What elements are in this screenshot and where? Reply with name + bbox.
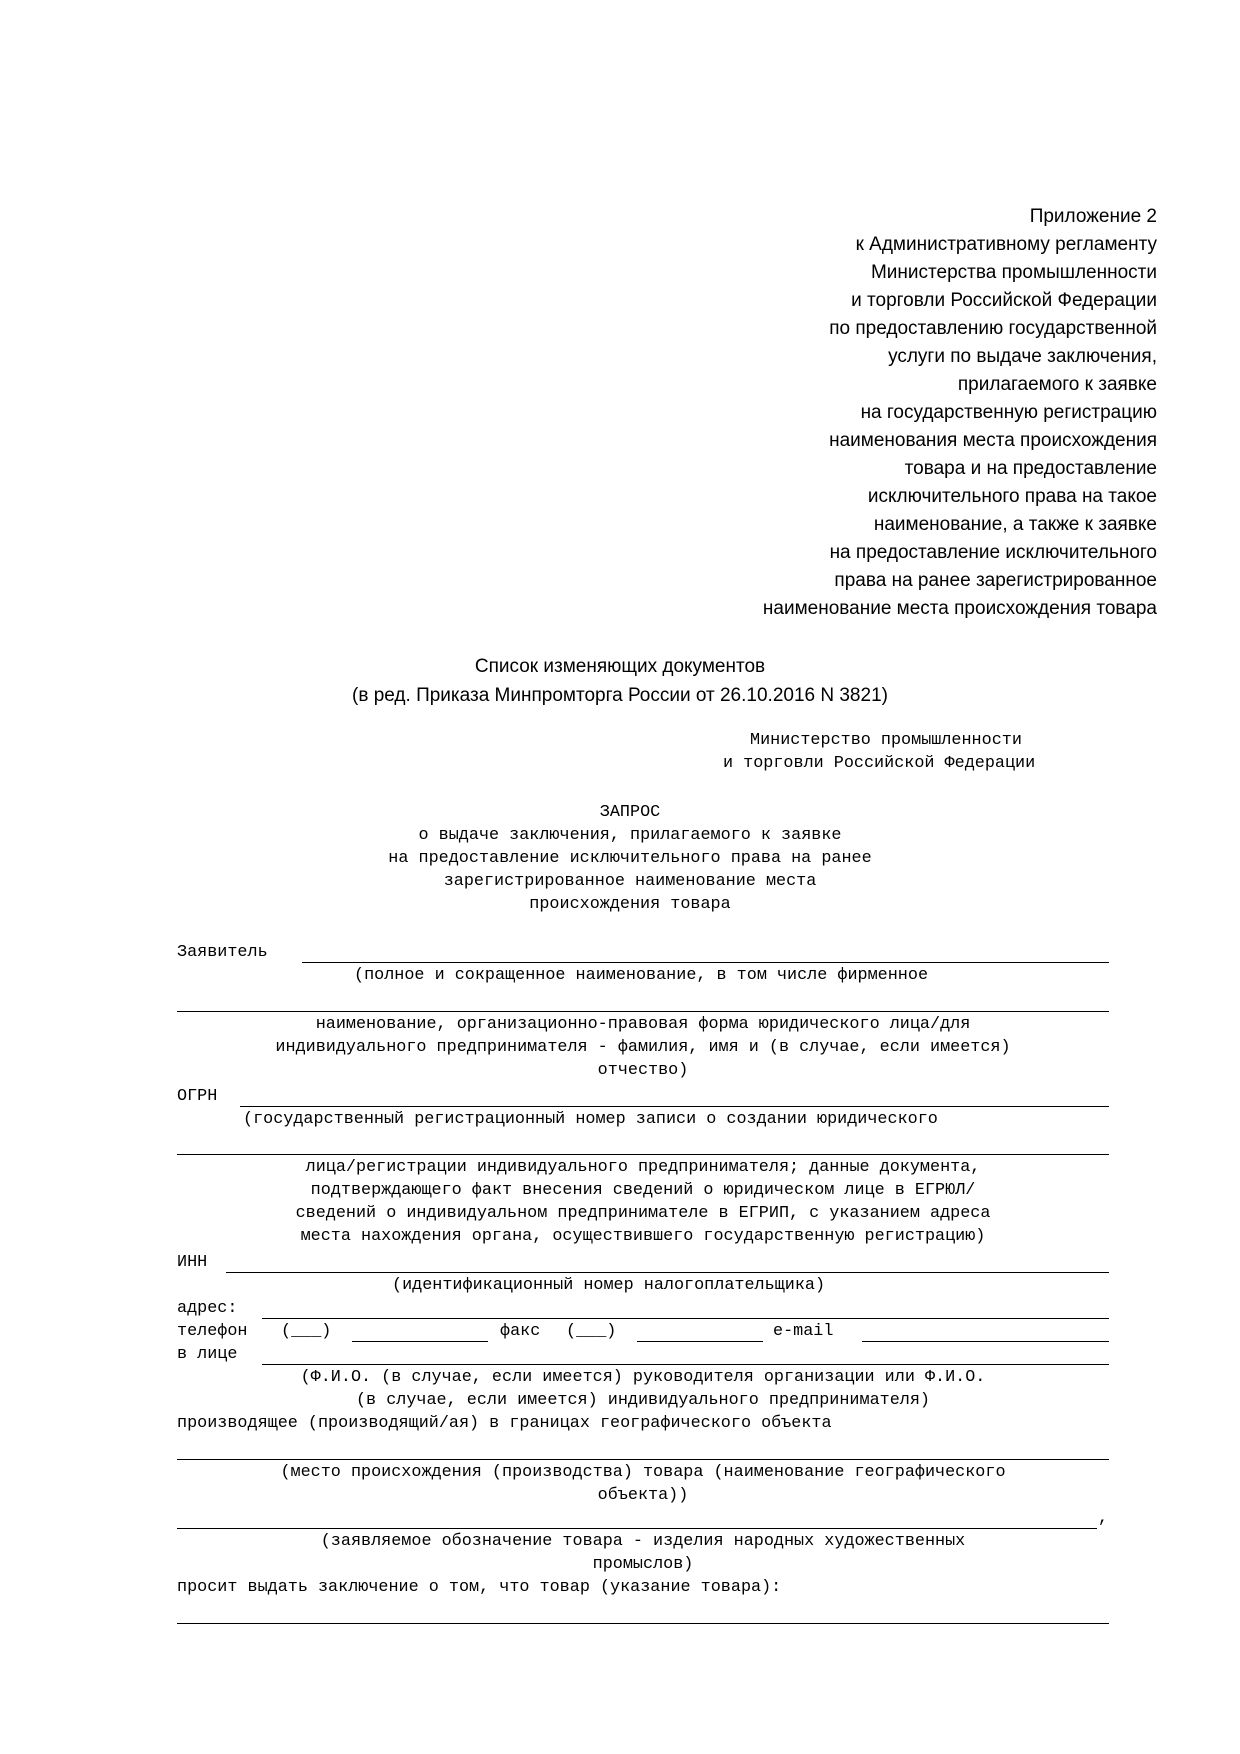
representative-hint-line: (в случае, если имеется) индивидуального предпринимателя) [355,1391,930,1410]
appendix-line: наименование, а также к заявке [873,514,1157,535]
goods-field[interactable] [177,1623,1109,1624]
place-hint-line: (место происхождения (производства) товара (наименование географического [280,1463,1006,1482]
request-text: просит выдать заключение о том, что товар (указание товара): [177,1578,782,1597]
inn-field[interactable] [226,1272,1109,1273]
applicant-field-continued[interactable] [177,1011,1109,1012]
ogrn-field[interactable] [240,1106,1109,1107]
address-field[interactable] [262,1318,1109,1319]
ogrn-hint-line: подтверждающего факт внесения сведений о юридическом лице в ЕГРЮЛ/ [310,1181,976,1200]
request-subtitle-line: на предоставление исключительного права на ранее [388,849,872,868]
ogrn-hint-line: места нахождения органа, осуществившего государственную регистрацию) [300,1227,986,1246]
ogrn-hint-line: лица/регистрации индивидуального предпринимателя; данные документа, [305,1158,981,1177]
request-title: ЗАПРОС [599,803,661,822]
request-subtitle-line: происхождения товара [529,895,731,914]
phone-label: телефон [177,1322,248,1341]
ogrn-hint-line: сведений о индивидуальном предпринимателе в ЕГРИП, с указанием адреса [295,1204,991,1223]
designation-hint-line: промыслов) [592,1555,694,1574]
phone-code: (___) [281,1322,332,1341]
amendments-title: Список изменяющих документов [474,656,766,677]
appendix-line: на государственную регистрацию [860,402,1157,423]
applicant-field[interactable] [302,962,1109,963]
appendix-line: по предоставлению государственной [829,318,1157,339]
appendix-line: наименование места происхождения товара [762,598,1157,619]
email-label: e-mail [773,1322,834,1341]
representative-field[interactable] [262,1364,1109,1365]
appendix-line: права на ранее зарегистрированное [834,570,1157,591]
applicant-hint-line: индивидуального предпринимателя - фамилия, имя и (в случае, если имеется) [275,1038,1011,1057]
addressee-line-1: Министерство промышленности [750,731,1022,750]
representative-hint-line: (Ф.И.О. (в случае, если имеется) руководителя организации или Ф.И.О. [300,1368,986,1387]
appendix-line: и торговли Российской Федерации [851,290,1157,311]
appendix-line: к Административному регламенту [855,234,1157,255]
appendix-line: Приложение 2 [1029,206,1157,227]
ogrn-hint: (государственный регистрационный номер записи о создании юридического [243,1110,938,1129]
applicant-label: Заявитель [177,943,268,962]
appendix-line: Министерства промышленности [870,262,1157,283]
ogrn-label: ОГРН [177,1087,218,1106]
appendix-line: товара и на предоставление [904,458,1157,479]
representative-label: в лице [177,1345,238,1364]
appendix-line: прилагаемого к заявке [957,374,1157,395]
request-subtitle-line: зарегистрированное наименование места [443,872,817,891]
applicant-hint-line: отчество) [597,1061,689,1080]
amendments-reference: (в ред. Приказа Минпромторга России от 26.10.2016 N 3821) [352,685,888,706]
phone-field[interactable] [352,1341,488,1342]
address-label: адрес: [177,1299,238,1318]
designation-field[interactable] [177,1528,1097,1529]
place-of-origin-field[interactable] [177,1459,1109,1460]
place-hint-line: объекта)) [597,1486,689,1505]
applicant-hint: (полное и сокращенное наименование, в том числе фирменное [354,966,929,985]
appendix-line: услуги по выдаче заключения, [888,346,1157,367]
producer-text: производящее (производящий/ая) в границах географического объекта [177,1414,832,1433]
appendix-line: на предоставление исключительного [829,542,1157,563]
addressee-line-2: и торговли Российской Федерации [723,754,1036,773]
ogrn-field-continued[interactable] [177,1154,1109,1155]
amendments-block [0,652,1240,710]
inn-hint: (идентификационный номер налогоплательщика) [392,1276,826,1295]
fax-code: (___) [566,1322,617,1341]
inn-label: ИНН [177,1253,208,1272]
appendix-line: исключительного права на такое [867,486,1157,507]
appendix-header [560,203,1157,623]
designation-comma: , [1098,1509,1109,1528]
appendix-line: наименования места происхождения [829,430,1157,451]
applicant-hint-line: наименование, организационно-правовая форма юридического лица/для [315,1015,971,1034]
fax-field[interactable] [637,1341,763,1342]
designation-hint-line: (заявляемое обозначение товара - изделия народных художественных [320,1532,966,1551]
fax-label: факс [500,1322,541,1341]
request-subtitle-line: о выдаче заключения, прилагаемого к заявке [418,826,842,845]
email-field[interactable] [862,1341,1109,1342]
